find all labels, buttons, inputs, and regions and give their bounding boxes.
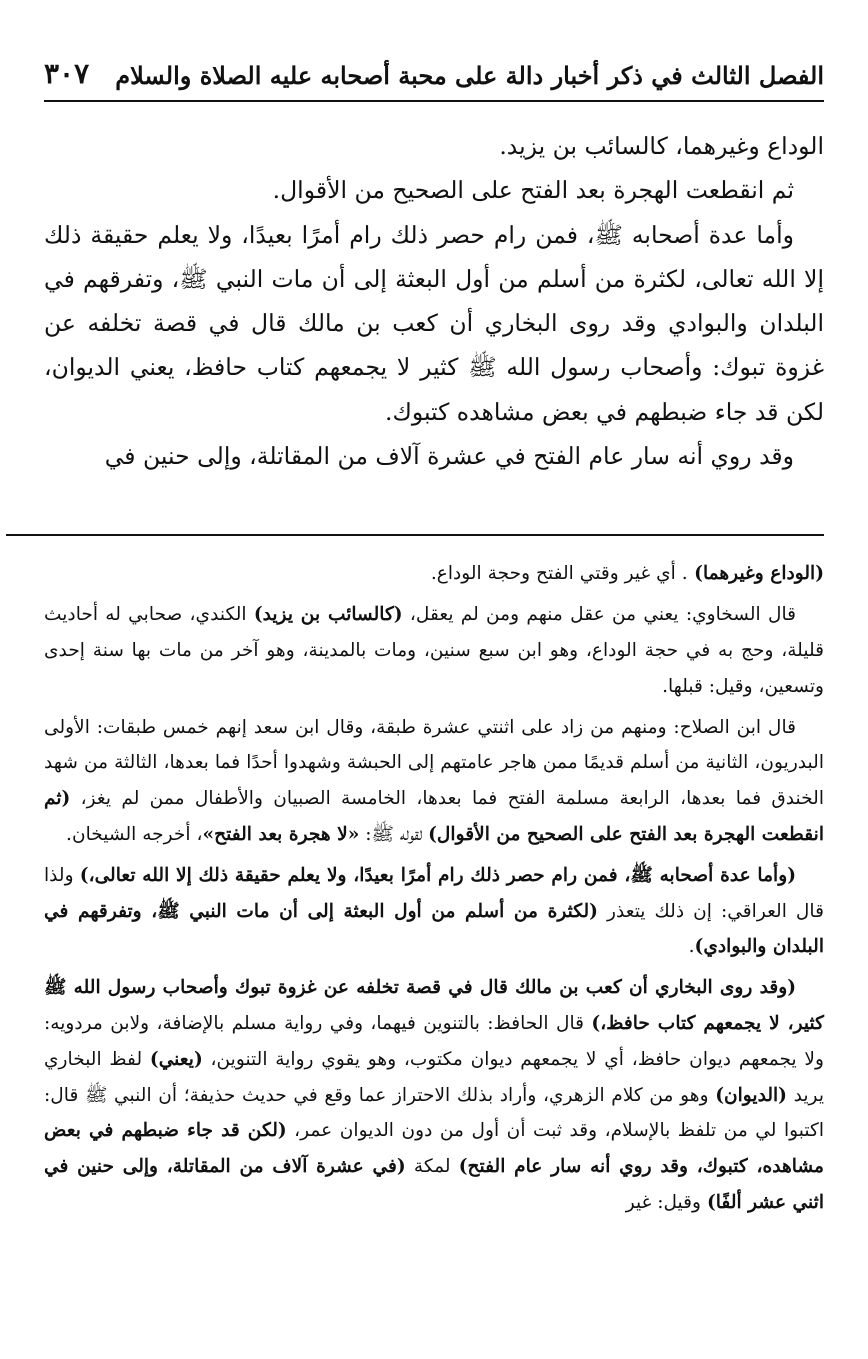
commentary-text: لمكة [405, 1156, 459, 1178]
commentary-text: قال الحافظ: بالتنوين فيهما، وفي رواية مسلم بالإضافة، ولابن مردويه: ولا يجمعهم ديوان حافظ، أي لا يجمعهم ديوان مكتوب، وهو يقوي رواية التنوين، [44, 1012, 824, 1070]
commentary-text: . [688, 936, 695, 958]
commentary-text: قال السخاوي: يعني من عقل منهم ومن لم يعقل، [402, 604, 797, 626]
quoted-matn: (في عشرة آلاف من المقاتلة، وإلى حنين في اثني عشر ألفًا) [44, 1156, 824, 1213]
quoted-matn: (وأما عدة أصحابه ﷺ، فمن رام حصر ذلك رام أمرًا بعيدًا، ولا يعلم حقيقة ذلك إلا الله تعالى،) [79, 864, 797, 886]
main-paragraph: وقد روي أنه سار عام الفتح في عشرة آلاف من المقاتلة، وإلى حنين في [104, 442, 794, 471]
quoted-matn: (الديوان) [715, 1084, 787, 1106]
main-paragraph: ثم انقطعت الهجرة بعد الفتح على الصحيح من الأقوال. [272, 176, 794, 205]
hadith-quote: «لا هجرة بعد الفتح» [202, 823, 360, 845]
commentary-paragraph [44, 556, 824, 592]
chapter-title: الفصل الثالث في ذكر أخبار دالة على محبة أصحابه عليه الصلاة والسلام [115, 61, 824, 90]
page-number: ٣٠٧ [44, 57, 90, 90]
quoted-matn: (يعني) [149, 1048, 203, 1070]
commentary-text: قال ابن الصلاح: ومنهم من زاد على اثنتي عشرة طبقة، وقال ابن سعد إنهم خمس طبقات: الأولى البدريون، الثانية من أسلم قديمًا ممن هاجر عامتهم إلى الحبشة وشهدوا أحدًا فما بعدها، الثالثة من شهد الخندق فما بعدها، الرابعة مسلمة الفتح فما بعدها، الخامسة الصبيان والأطفال ممن لم يغز، [44, 716, 824, 810]
main-paragraph: الوداع وغيرهما، كالسائب بن يزيد. [499, 132, 824, 160]
commentary-text: لفظ البخاري يريد [44, 1048, 824, 1106]
quoted-matn: (لكثرة من أسلم من أول البعثة إلى أن مات النبي ﷺ، وتفرقهم في البلدان والبوادي) [44, 900, 824, 958]
commentary [44, 556, 824, 1220]
header-rule [44, 100, 824, 102]
commentary-paragraph [44, 597, 824, 704]
quoted-matn: (كالسائب بن يزيد) [253, 604, 403, 626]
commentary-text: ، أخرجه الشيخان. [66, 823, 203, 845]
main-paragraph: وأما عدة أصحابه ﷺ، فمن رام حصر ذلك رام أمرًا بعيدًا، ولا يعلم حقيقة ذلك إلا الله تعالى، لكثرة من أسلم من أول البعثة إلى أن مات النبي ﷺ، وتفرقهم في البلدان والبوادي وقد روى البخاري أن كعب بن مالك قال في قصة تخلفه عن غزوة تبوك: وأصحاب رسول الله ﷺ كثير لا يجمعهم كتاب حافظ، يعني الديوان، لكن قد جاء ضبطهم في بعض مشاهده كتبوك. [44, 220, 824, 426]
commentary-text: . أي غير وقتي الفتح وحجة الوداع. [430, 563, 688, 585]
quoted-matn: (وقد روى البخاري أن كعب بن مالك قال في قصة تخلفه عن غزوة تبوك وأصحاب رسول الله ﷺ كثير، لا يجمعهم كتاب حافظ،) [44, 977, 824, 1034]
quoted-matn: (ثم انقطعت الهجرة بعد الفتح على الصحيح من الأقوال) [44, 788, 824, 845]
commentary-paragraph [44, 710, 824, 853]
commentary-text: الكندي، صحابي له أحاديث قليلة، وحج به في حجة الوداع، وهو ابن سبع سنين، ومات بالمدينة، وهو آخر من مات بها سنة إحدى وتسعين، وقيل: قبلها. [44, 604, 824, 697]
footnote-rule [6, 534, 824, 536]
running-header [44, 48, 824, 94]
commentary-text: وقيل: غير [625, 1191, 707, 1213]
commentary-paragraph [44, 858, 824, 965]
commentary-text: لقوله ﷺ: [359, 823, 429, 845]
commentary-paragraph [44, 970, 824, 1221]
quoted-matn: (الوداع وغيرهما) [687, 563, 824, 585]
commentary-text: وهو من كلام الزهري، وأراد بذلك الاحتراز عما وقع في حديث حذيفة؛ أن النبي ﷺ قال: اكتبوا لي من تلفظ بالإسلام، وقد ثبت أن أول من دون الديوان عمر، [44, 1084, 824, 1142]
main-text [44, 124, 824, 478]
commentary-text: ولذا قال العراقي: إن ذلك يتعذر [44, 864, 824, 922]
quoted-matn: (لكن قد جاء ضبطهم في بعض مشاهده، كتبوك، وقد روي أنه سار عام الفتح) [44, 1120, 824, 1178]
